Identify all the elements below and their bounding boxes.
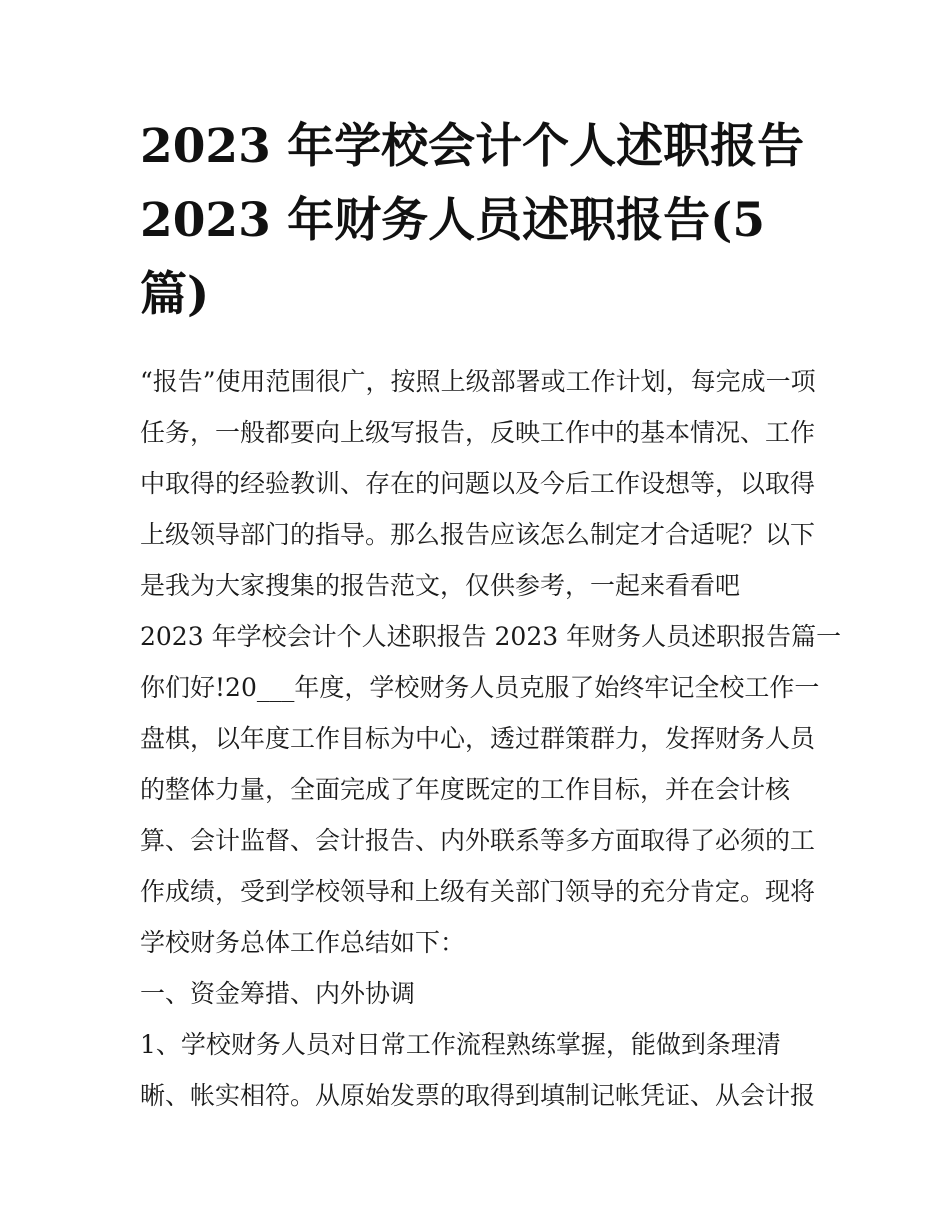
document-body	[140, 356, 842, 1121]
body-line: 1、学校财务人员对日常工作流程熟练掌握，能做到条理清	[140, 1030, 781, 1059]
subsection-heading: 一、资金筹措、内外协调	[140, 979, 416, 1008]
title-line-3: 篇)	[140, 267, 210, 322]
body-line: 盘棋，以年度工作目标为中心，透过群策群力，发挥财务人员	[140, 724, 816, 753]
title-line-1: 2023 年学校会计个人述职报告	[140, 119, 805, 174]
body-line: 上级领导部门的指导。那么报告应该怎么制定才合适呢？以下	[140, 520, 816, 549]
body-line: 的整体力量，全面完成了年度既定的工作目标，并在会计核	[140, 775, 791, 804]
body-line: 任务，一般都要向上级写报告，反映工作中的基本情况、工作	[140, 418, 816, 447]
title-line-2: 2023 年财务人员述职报告(5	[140, 193, 766, 248]
section-heading-line: 2023 年学校会计个人述职报告 2023 年财务人员述职报告篇一	[140, 622, 842, 651]
body-line: 算、会计监督、会计报告、内外联系等多方面取得了必须的工	[140, 826, 816, 855]
body-line: 作成绩，受到学校领导和上级有关部门领导的充分肯定。现将	[140, 877, 816, 906]
body-line: 中取得的经验教训、存在的问题以及今后工作设想等，以取得	[140, 469, 816, 498]
body-line: 晰、帐实相符。从原始发票的取得到填制记帐凭证、从会计报	[140, 1081, 816, 1110]
document-title	[140, 110, 820, 332]
body-line: 你们好!20___年度，学校财务人员克服了始终牢记全校工作一	[140, 673, 820, 702]
body-line: “报告”使用范围很广，按照上级部署或工作计划，每完成一项	[140, 367, 816, 396]
body-line: 学校财务总体工作总结如下：	[140, 928, 466, 957]
body-line: 是我为大家搜集的报告范文，仅供参考，一起来看看吧	[140, 571, 741, 600]
